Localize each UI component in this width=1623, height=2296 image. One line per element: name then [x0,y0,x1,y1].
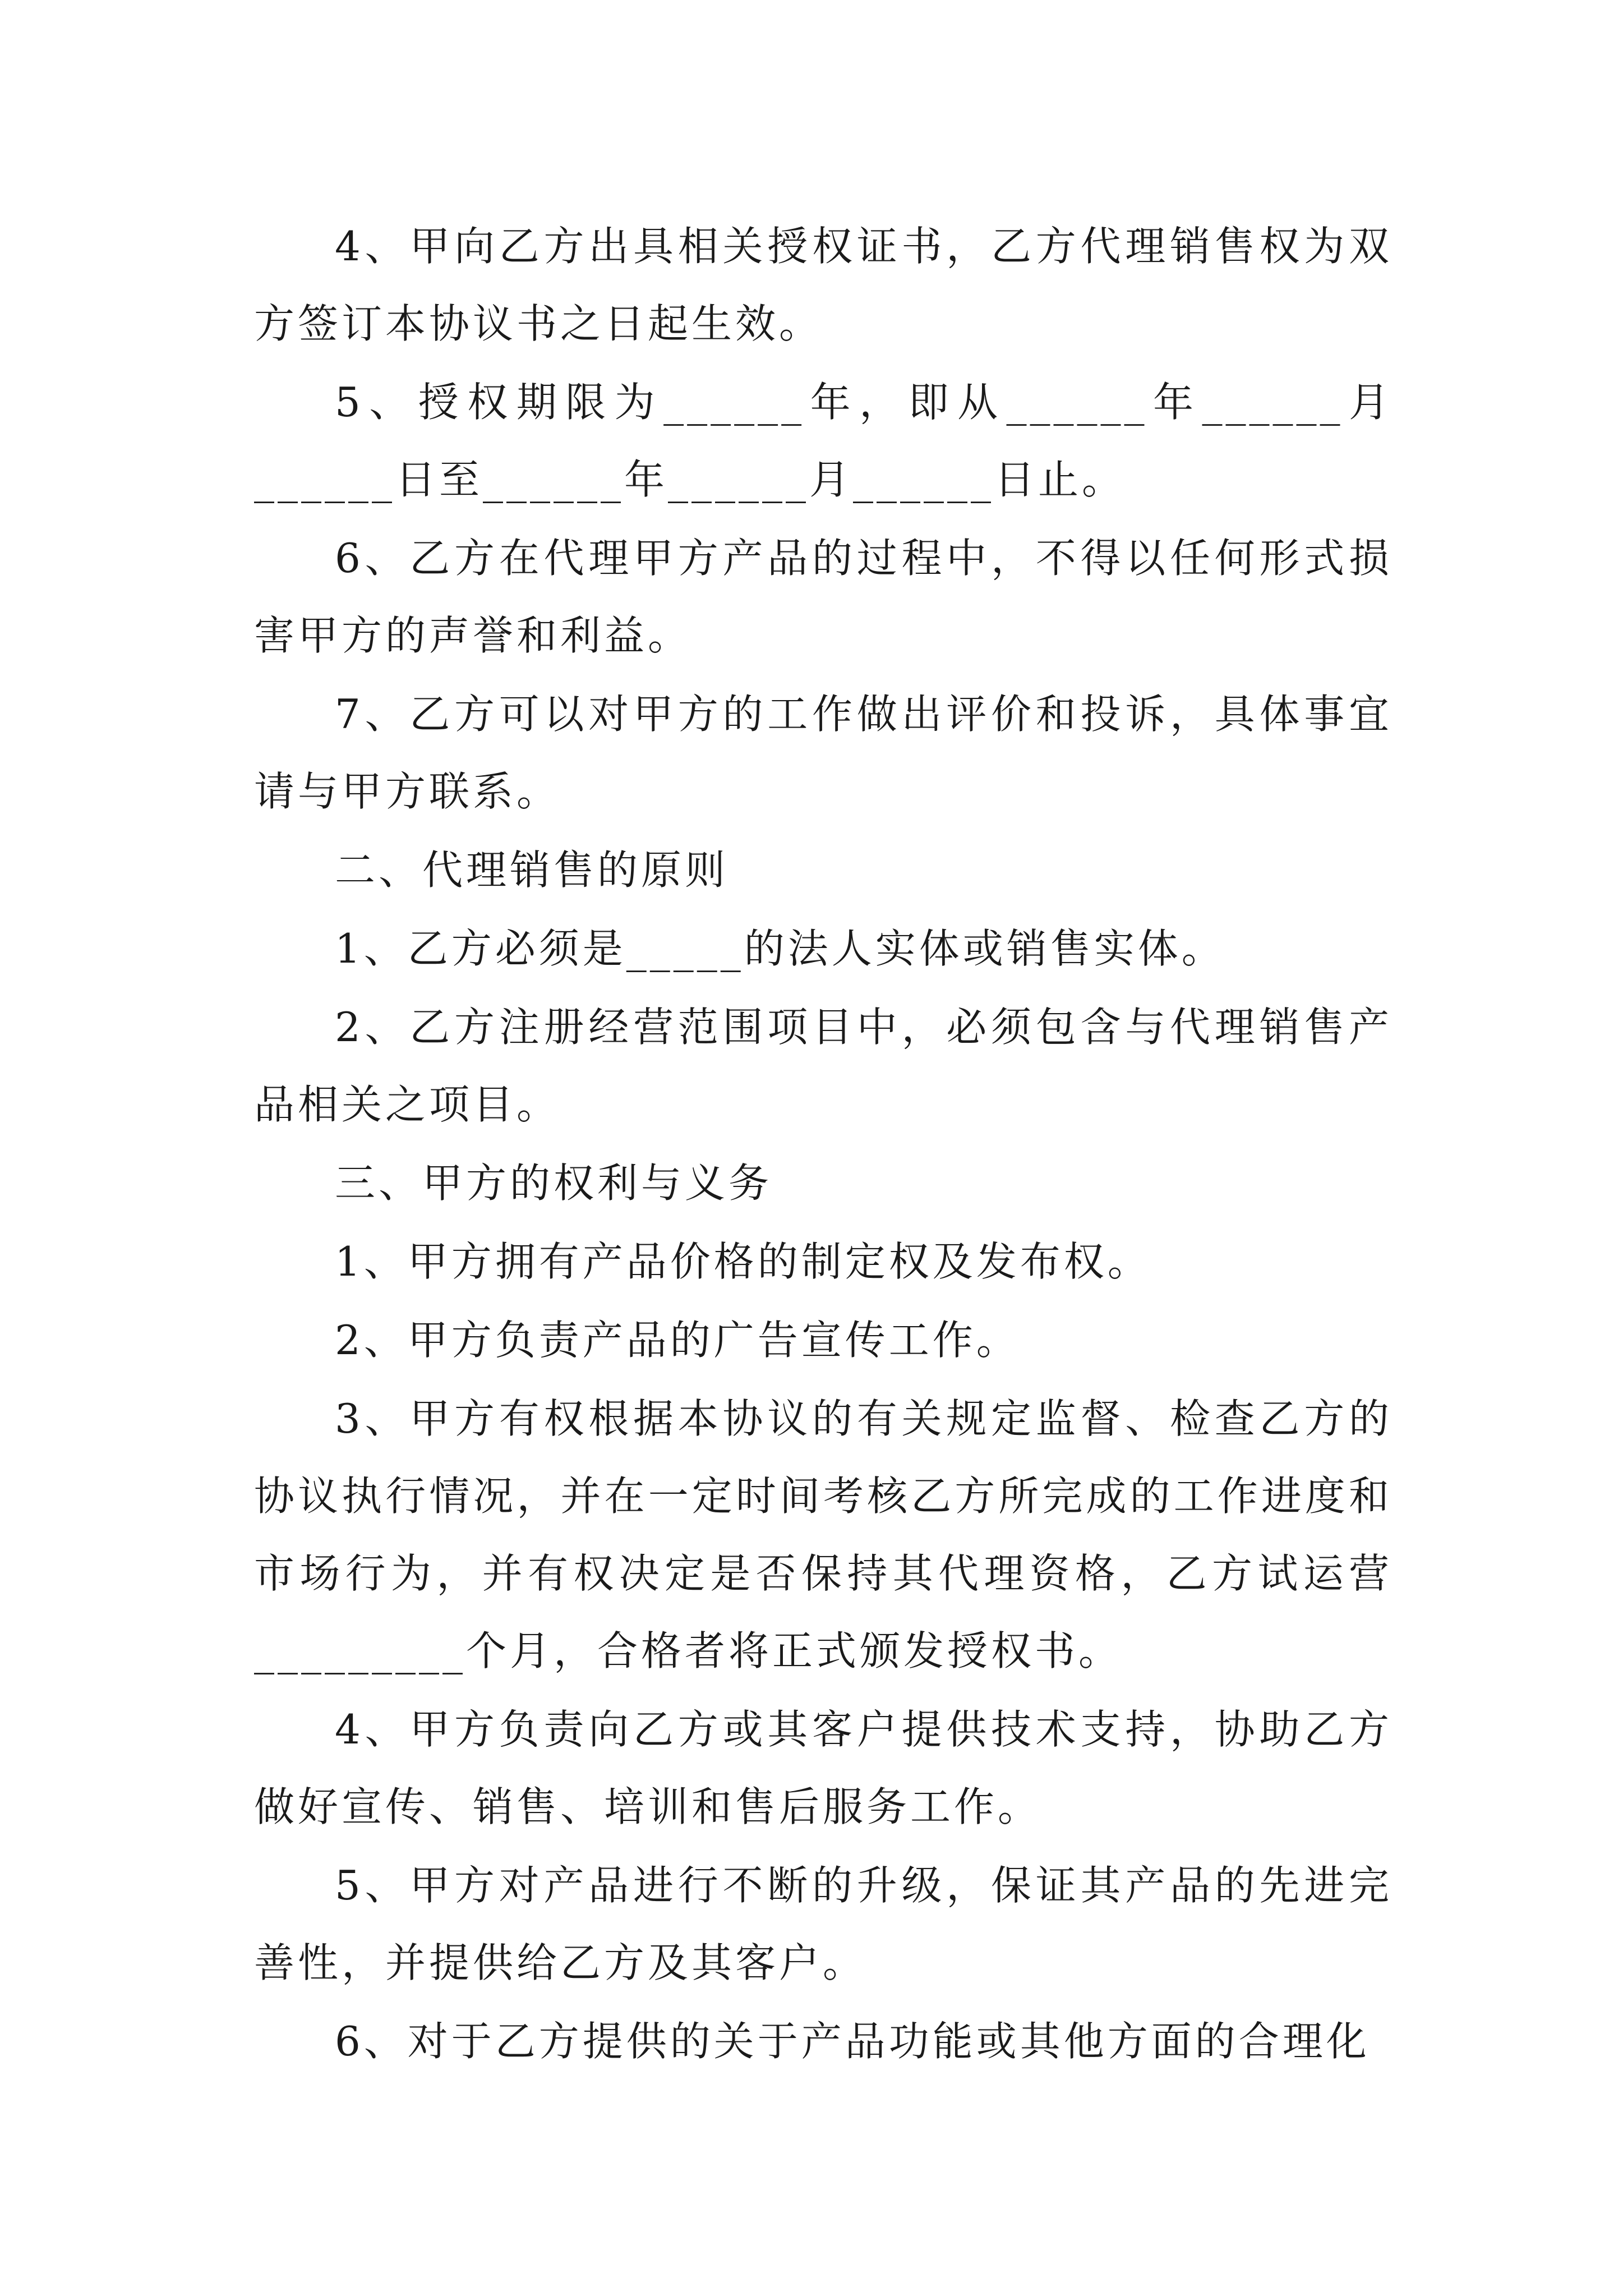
paragraph-business-scope: 2、乙方注册经营范围项目中，必须包含与代理销售产品相关之项目。 [254,1004,1393,1128]
document-page [254,208,1393,2081]
paragraph-advertising: 2、甲方负责产品的广告宣传工作。 [335,1317,1020,1364]
paragraph-technical-support: 4、甲方负责向乙方或其客户提供技术支持，协助乙方做好宣传、销售、培训和售后服务工作。 [254,1706,1393,1830]
section-heading-party-a-rights: 三、甲方的权利与义务 [335,1159,773,1207]
paragraph-complaints: 7、乙方可以对甲方的工作做出评价和投诉，具体事宜请与甲方联系。 [254,691,1393,815]
paragraph-upgrades: 5、甲方对产品进行不断的升级，保证其产品的先进完善性，并提供给乙方及其客户。 [254,1862,1393,1986]
paragraph-authorization-certificate: 4、甲向乙方出具相关授权证书，乙方代理销售权为双方签订本协议书之日起生效。 [254,223,1393,347]
paragraph-no-damage: 6、乙方在代理甲方产品的过程中，不得以任何形式损害甲方的声誉和利益。 [254,535,1393,659]
section-heading-principles: 二、代理销售的原则 [335,846,729,894]
paragraph-pricing-rights: 1、甲方拥有产品价格的制定权及发布权。 [335,1238,1151,1285]
paragraph-legal-entity: 1、乙方必须是_____的法人实体或销售实体。 [335,925,1225,972]
paragraph-authorization-period: 5、授权期限为______年，即从______年______月______日至______年______月______日止。 [254,379,1393,503]
paragraph-suggestions: 6、对于乙方提供的关于产品功能或其他方面的合理化 [335,2018,1370,2065]
paragraph-supervision: 3、甲方有权根据本协议的有关规定监督、检查乙方的协议执行情况，并在一定时间考核乙方所完成的工作进度和市场行为，并有权决定是否保持其代理资格，乙方试运营_________个月，合格者将正式颁发授权书。 [254,1395,1393,1674]
